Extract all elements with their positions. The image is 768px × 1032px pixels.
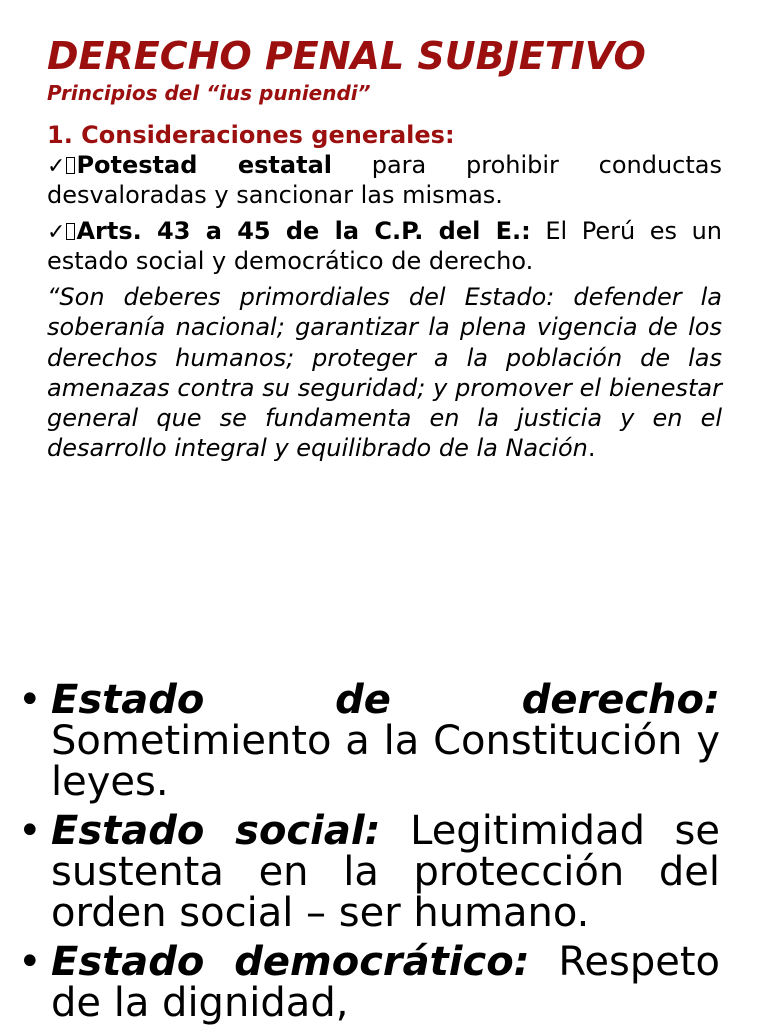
page-subtitle: Principios del “ius puniendi” [47,81,371,105]
bullet-icon: • [18,677,42,723]
checkmark-icon: ✓ [47,220,66,245]
bullet-text [51,939,720,1026]
missing-glyph-icon [66,223,75,240]
checkmark-icon: ✓ [47,154,66,179]
missing-glyph-icon [66,157,75,174]
bullet-icon: • [18,808,42,854]
quote-text: “Son deberes primordiales del Estado: defender la soberanía nacional; garantizar la plena vigencia de los derechos humanos; proteger a la población de las amenazas contra su seguridad; y promover el bienestar general que se fundamenta en la justicia y en el desarrollo integral y equilibrado de la Nación [47,283,722,463]
check-item-potestad [47,150,722,210]
bullet-body: Sometimiento a la Constitución y leyes. [51,718,720,805]
check-item-text: para prohibir conductas desvaloradas y sancionar las mismas. [47,151,722,209]
bullet-body: Legitimidad se sustenta en la protección del orden social – ser humano. [51,808,720,936]
quote-end: . [587,434,596,463]
bullet-text [51,677,720,805]
bullet-icon: • [18,939,42,985]
constitution-quote [47,282,722,464]
bullet-body: Respeto de la dignidad, [51,939,720,1026]
list-item [18,808,720,936]
page-title: DERECHO PENAL SUBJETIVO [47,34,646,78]
bullet-list [18,677,720,1032]
bullet-lead: Estado democrático: [51,939,530,985]
bullet-lead: Estado social: [51,808,381,854]
bullet-text [51,808,720,936]
slide-top-section [47,34,722,464]
check-item-articulos [47,216,722,276]
section-heading: 1. Consideraciones generales: [47,121,455,149]
bullet-lead: Estado de derecho: [51,677,720,723]
check-item-text: El Perú es un estado social y democrático de derecho. [47,217,723,275]
list-item [18,677,720,805]
list-item [18,939,720,1026]
check-item-lead: Potestad estatal [76,151,332,179]
check-item-lead: Arts. 43 a 45 de la C.P. del E.: [76,217,531,245]
